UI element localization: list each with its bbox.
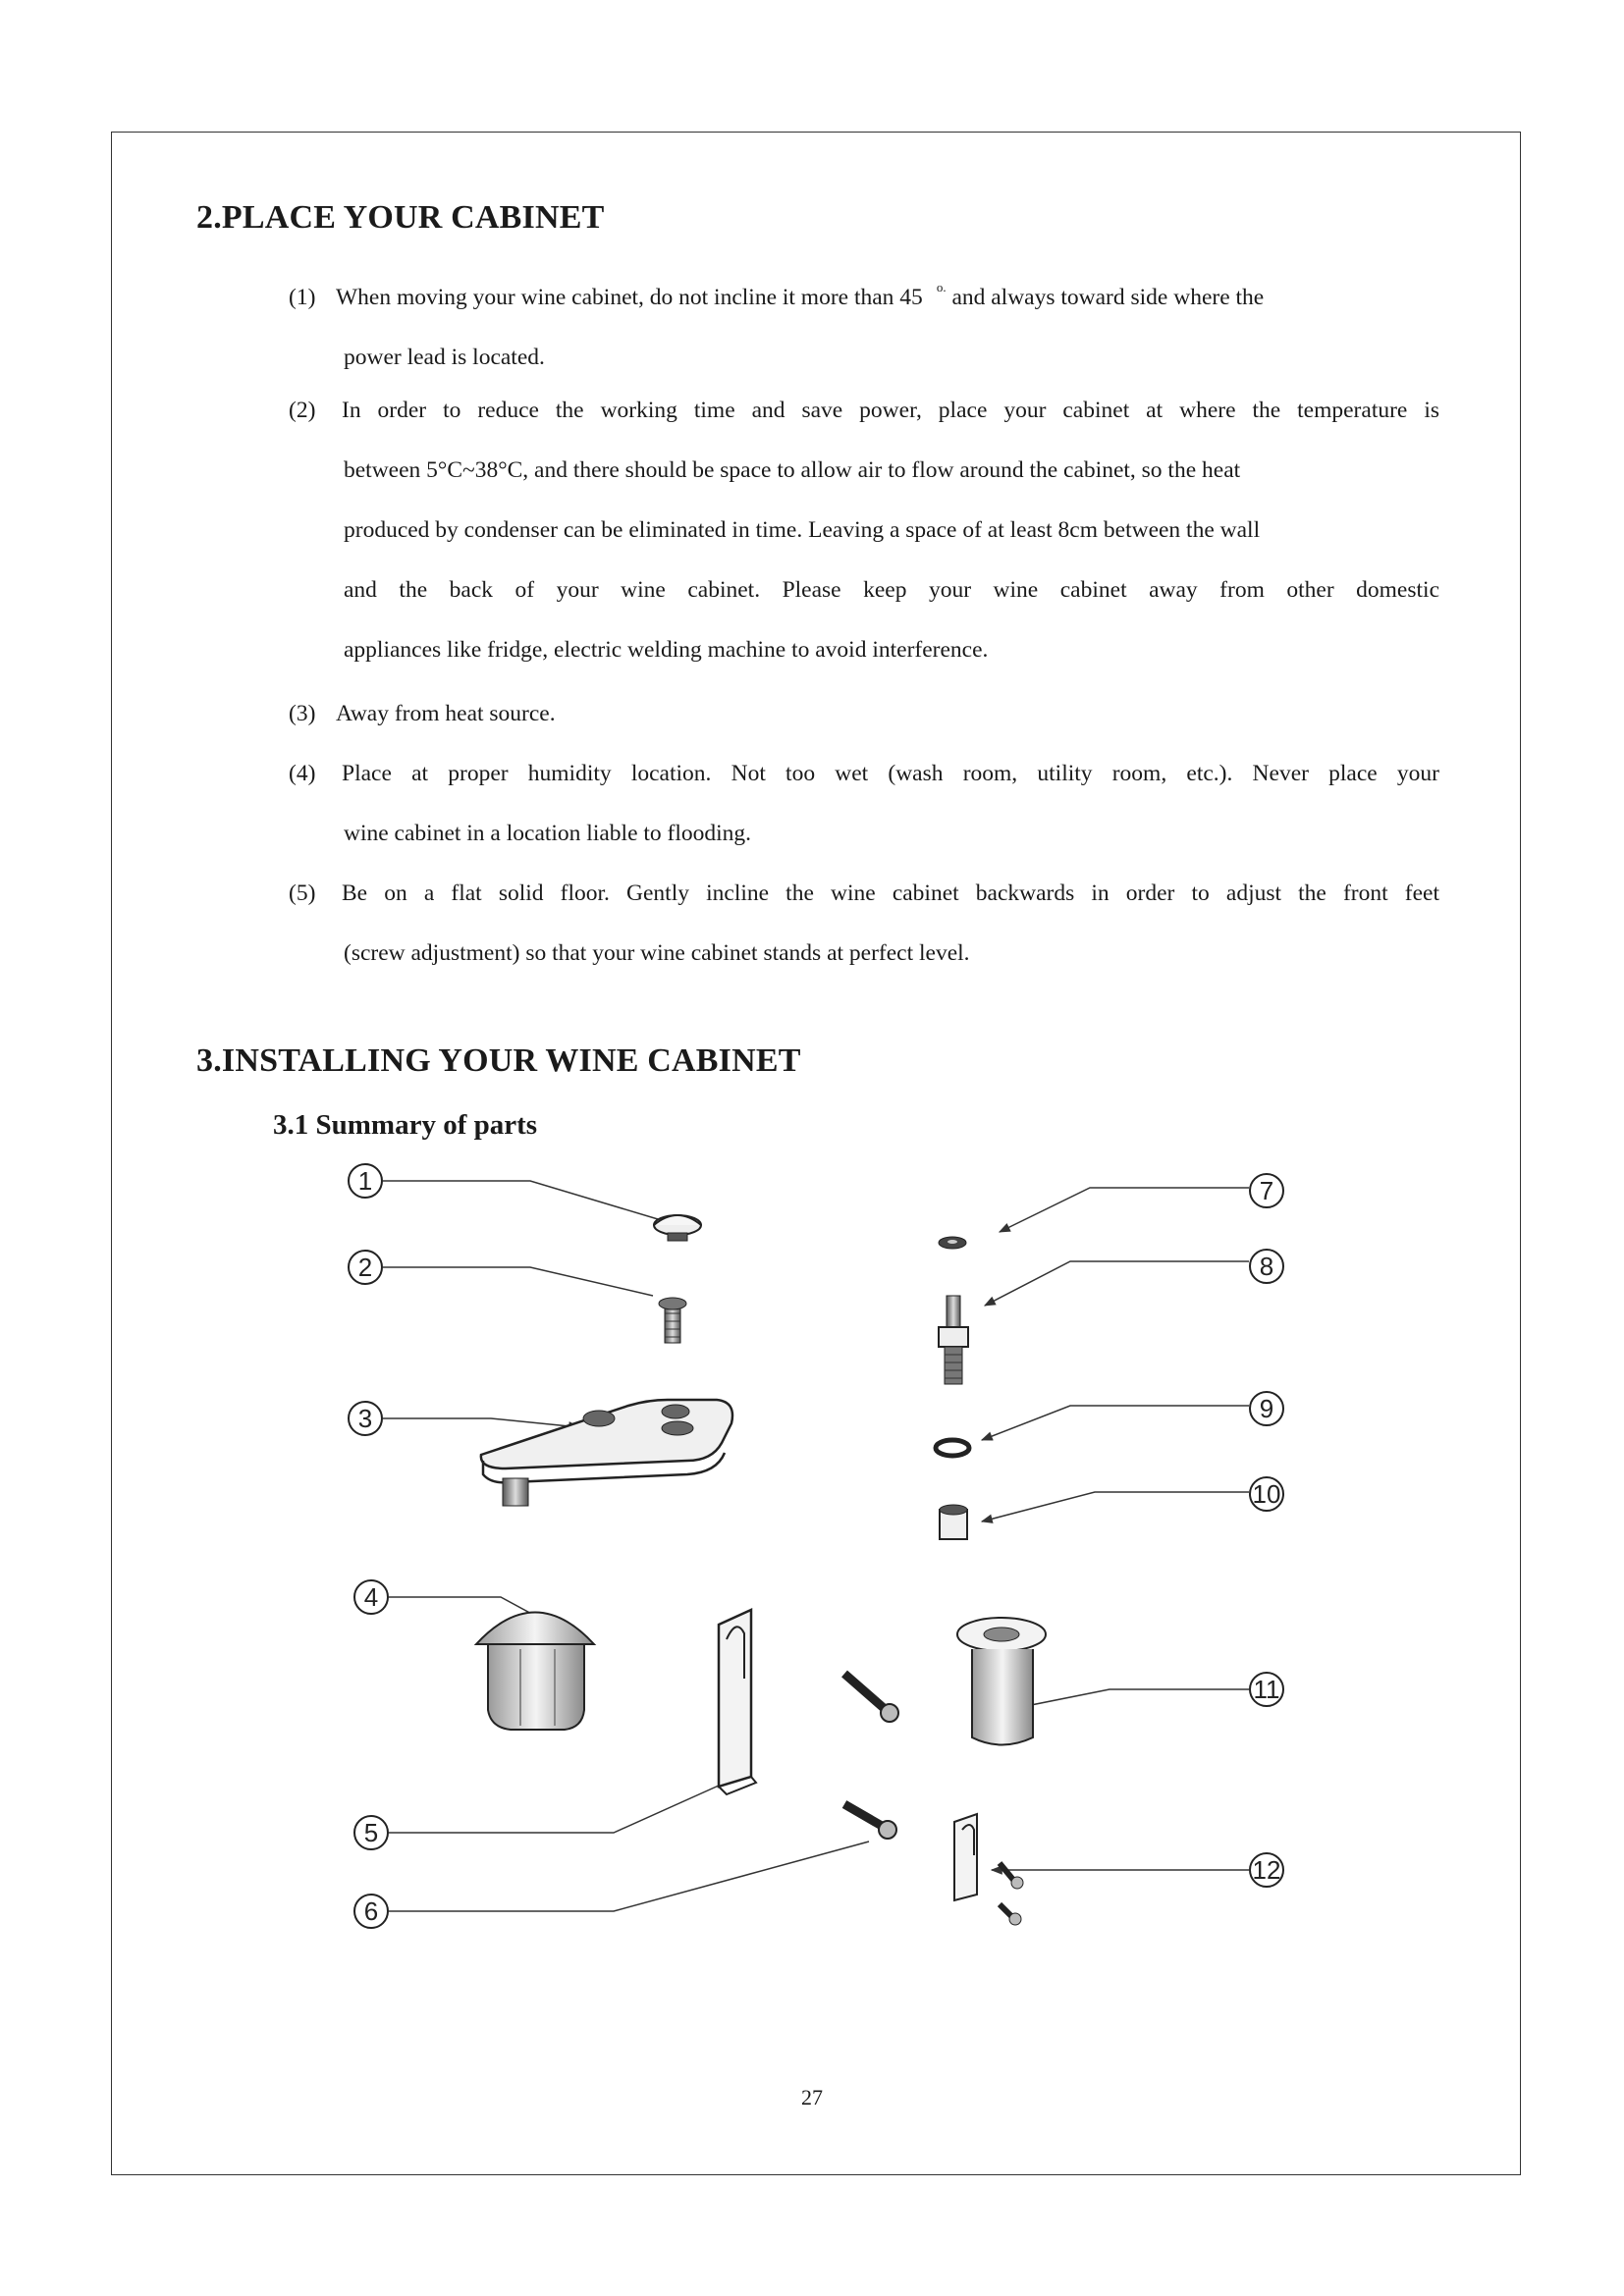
leader-line-5: [389, 1777, 738, 1833]
callout-12: [1250, 1853, 1283, 1887]
parts-diagram: [334, 1148, 1316, 1934]
list-item-3: [289, 684, 1439, 744]
list-item-3-line-1: (3) Away from heat source.: [289, 684, 1439, 744]
svg-text:7: 7: [1259, 1176, 1274, 1205]
svg-text:2: 2: [357, 1253, 373, 1282]
degree-mark: o.: [936, 280, 947, 294]
part-6-screws: [844, 1674, 898, 1839]
callout-8: [1250, 1250, 1283, 1283]
svg-text:4: 4: [363, 1582, 379, 1612]
svg-text:9: 9: [1259, 1394, 1274, 1423]
callout-2: [349, 1251, 382, 1284]
leader-line-6: [389, 1842, 869, 1911]
svg-text:1: 1: [357, 1166, 373, 1196]
list-item-5-line-2: (screw adjustment) so that your wine cabinet stands at perfect level.: [344, 940, 970, 966]
callout-10: [1250, 1477, 1283, 1511]
part-3-hinge-plate: [481, 1400, 732, 1506]
callout-5: [354, 1816, 388, 1849]
list-item-2-line-1: (2) In order to reduce the working time and save power, place your cabinet at where the temperature is: [289, 381, 1439, 441]
callout-1: [349, 1164, 382, 1198]
leader-line-10: [982, 1492, 1249, 1522]
callout-9: [1250, 1392, 1283, 1425]
part-1-cap: [654, 1215, 701, 1241]
item-number: (4): [289, 761, 316, 786]
svg-text:3: 3: [357, 1404, 373, 1433]
list-item-2-line-4: and the back of your wine cabinet. Please keep your wine cabinet away from other domestic: [344, 577, 1439, 603]
leader-line-1: [383, 1181, 658, 1219]
list-item-1-line-2: power lead is located.: [344, 344, 545, 370]
part-2-screw: [659, 1298, 686, 1343]
list-item-4-line-1: (4) Place at proper humidity location. Not too wet (wash room, utility room, etc.). Never place your: [289, 744, 1439, 804]
leader-line-8: [985, 1261, 1249, 1306]
part-7-washer: [939, 1237, 966, 1249]
svg-text:8: 8: [1259, 1252, 1274, 1281]
part-9-ring: [936, 1440, 969, 1456]
leader-line-7: [1000, 1188, 1249, 1232]
leader-line-2: [383, 1267, 653, 1296]
callout-7: [1250, 1174, 1283, 1207]
item-number: (5): [289, 881, 316, 906]
leader-line-3: [383, 1418, 579, 1427]
svg-text:5: 5: [363, 1818, 379, 1847]
callout-6: [354, 1895, 388, 1928]
part-4-plug: [476, 1613, 594, 1731]
callout-3: [349, 1402, 382, 1435]
page-number: 27: [801, 2085, 823, 2109]
leader-line-9: [982, 1406, 1249, 1440]
svg-text:11: 11: [1253, 1675, 1280, 1704]
part-8-hinge-pin: [939, 1296, 968, 1384]
section-heading-place-cabinet: 2.PLACE YOUR CABINET: [196, 199, 605, 236]
item-number: (1): [289, 284, 316, 310]
item-number: (3): [289, 701, 316, 726]
part-10-bushing: [940, 1505, 967, 1539]
list-item-1: [289, 261, 1439, 388]
list-item-5: [289, 864, 1439, 984]
callout-4: [354, 1580, 388, 1614]
list-item-2: [289, 381, 1439, 680]
svg-text:12: 12: [1252, 1855, 1281, 1885]
svg-text:10: 10: [1252, 1479, 1281, 1509]
part-11-sleeve: [957, 1618, 1046, 1745]
section-heading-installing: 3.INSTALLING YOUR WINE CABINET: [196, 1042, 801, 1079]
list-item-4-line-2: wine cabinet in a location liable to flooding.: [344, 821, 752, 846]
list-item-2-line-5: appliances like fridge, electric welding machine to avoid interference.: [344, 637, 989, 663]
list-item-2-line-3: produced by condenser can be eliminated in time. Leaving a space of at least 8cm between the wall: [344, 517, 1261, 543]
list-item-4: [289, 744, 1439, 864]
item-number: (2): [289, 398, 316, 423]
svg-text:6: 6: [363, 1896, 379, 1926]
subsection-heading-parts: 3.1 Summary of parts: [273, 1109, 538, 1141]
list-item-1-line-1: (1) When moving your wine cabinet, do not incline it more than 45 $^{o.}$ and always toward side where the: [289, 261, 1439, 328]
part-5-bracket: [719, 1610, 756, 1794]
callout-11: [1250, 1673, 1283, 1706]
list-item-2-line-2: between 5°C~38°C, and there should be space to allow air to flow around the cabinet, so the heat: [344, 457, 1241, 483]
list-item-5-line-1: (5) Be on a flat solid floor. Gently incline the wine cabinet backwards in order to adjust the front feet: [289, 864, 1439, 924]
